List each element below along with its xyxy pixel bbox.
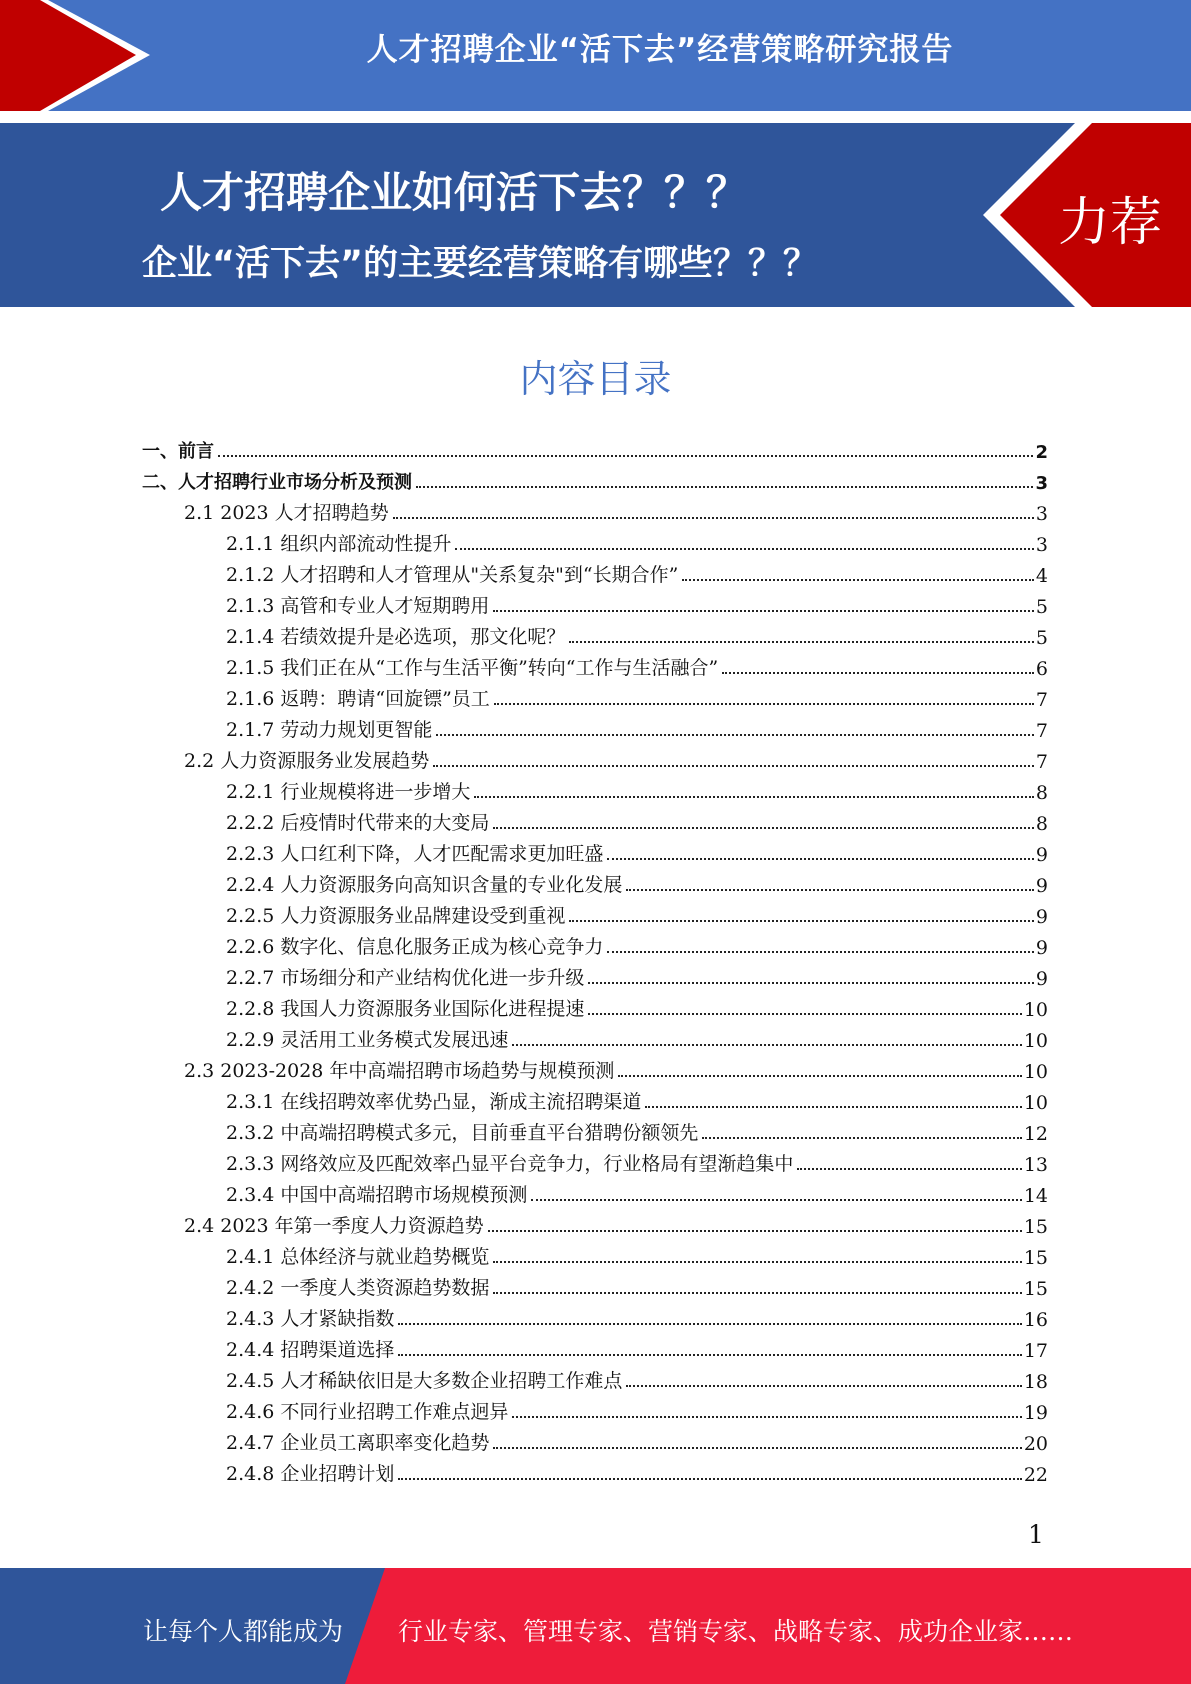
toc-leader-dots xyxy=(607,950,1034,953)
toc-entry[interactable] xyxy=(226,964,1048,990)
toc-entry-page: 10 xyxy=(1023,1030,1048,1052)
toc-entry-label: 2.1.5 我们正在从“工作与生活平衡”转向“工作与生活融合” xyxy=(226,657,719,679)
toc-entry-page: 12 xyxy=(1023,1123,1048,1145)
toc-entry-label: 2.4.5 人才稀缺依旧是大多数企业招聘工作难点 xyxy=(226,1370,623,1392)
toc-entry-label: 2.3.1 在线招聘效率优势凸显，渐成主流招聘渠道 xyxy=(226,1091,642,1113)
toc-entry-label: 2.4.1 总体经济与就业趋势概览 xyxy=(226,1246,490,1268)
toc-leader-dots xyxy=(645,1105,1021,1108)
toc-entry[interactable] xyxy=(226,1150,1048,1176)
toc-entry-page: 3 xyxy=(1035,503,1048,525)
toc-leader-dots xyxy=(493,1260,1021,1263)
toc-entry-page: 9 xyxy=(1035,844,1048,866)
toc-entry-page: 3 xyxy=(1035,473,1048,494)
toc-entry-page: 15 xyxy=(1023,1278,1048,1300)
toc-leader-dots xyxy=(797,1167,1021,1170)
toc-leader-dots xyxy=(494,702,1034,705)
toc-entry-page: 9 xyxy=(1035,875,1048,897)
toc-entry[interactable] xyxy=(226,933,1048,959)
toc-entry[interactable] xyxy=(226,716,1048,742)
top-red-arrow-decoration xyxy=(0,0,150,111)
toc-entry-label: 2.1.2 人才招聘和人才管理从"关系复杂"到“长期合作” xyxy=(226,564,679,586)
toc-leader-dots xyxy=(398,1353,1021,1356)
toc-leader-dots xyxy=(474,795,1034,798)
toc-leader-dots xyxy=(416,485,1033,488)
toc-leader-dots xyxy=(493,826,1034,829)
toc-entry-page: 3 xyxy=(1035,534,1048,556)
toc-entry-page: 10 xyxy=(1023,999,1048,1021)
toc-entry-page: 15 xyxy=(1023,1216,1048,1238)
toc-entry-label: 2.1.3 高管和专业人才短期聘用 xyxy=(226,595,490,617)
toc-entry[interactable] xyxy=(226,778,1048,804)
toc-entry-label: 2.2 人力资源服务业发展趋势 xyxy=(184,750,430,772)
toc-entry[interactable] xyxy=(184,499,1048,525)
toc-entry-label: 2.1 2023 人才招聘趋势 xyxy=(184,502,389,524)
toc-leader-dots xyxy=(433,764,1034,767)
toc-entry[interactable] xyxy=(184,747,1048,773)
toc-entry-page: 8 xyxy=(1035,782,1048,804)
toc-entry-label: 2.2.2 后疫情时代带来的大变局 xyxy=(226,812,490,834)
toc-entry-label: 2.1.7 劳动力规划更智能 xyxy=(226,719,433,741)
toc-entry-page: 4 xyxy=(1035,565,1048,587)
toc-entry-page: 9 xyxy=(1035,937,1048,959)
toc-entry-label: 2.4.4 招聘渠道选择 xyxy=(226,1339,395,1361)
toc-entry-page: 17 xyxy=(1023,1340,1048,1362)
toc-leader-dots xyxy=(618,1074,1021,1077)
toc-entry[interactable] xyxy=(184,1212,1048,1238)
toc-leader-dots xyxy=(722,671,1034,674)
toc-entry-label: 2.4.7 企业员工离职率变化趋势 xyxy=(226,1432,490,1454)
toc-entry-label: 2.2.3 人口红利下降，人才匹配需求更加旺盛 xyxy=(226,843,604,865)
toc-entry[interactable] xyxy=(142,437,1048,463)
toc-entry-label: 2.3 2023-2028 年中高端招聘市场趋势与规模预测 xyxy=(184,1060,615,1082)
toc-entry[interactable] xyxy=(226,1274,1048,1300)
toc-entry-label: 二、人才招聘行业市场分析及预测 xyxy=(142,472,412,493)
toc-entry-label: 2.2.7 市场细分和产业结构优化进一步升级 xyxy=(226,967,585,989)
toc-entry-label: 一、前言 xyxy=(142,441,214,462)
toc-entry-label: 2.4.3 人才紧缺指数 xyxy=(226,1308,395,1330)
toc-entry-page: 15 xyxy=(1023,1247,1048,1269)
page-number: 1 xyxy=(1028,1520,1044,1549)
toc-entry[interactable] xyxy=(226,685,1048,711)
toc-entry-page: 5 xyxy=(1035,627,1048,649)
toc-leader-dots xyxy=(512,1415,1021,1418)
toc-leader-dots xyxy=(588,1012,1021,1015)
toc-entry[interactable] xyxy=(226,1305,1048,1331)
hero-question-2: 企业“活下去”的主要经营策略有哪些？？？ xyxy=(142,244,819,284)
toc-leader-dots xyxy=(218,454,1033,457)
footer-slogan-right: 行业专家、管理专家、营销专家、战略专家、成功企业家…… xyxy=(398,1617,1074,1646)
toc-leader-dots xyxy=(455,547,1034,550)
report-title: 人才招聘企业“活下去”经营策略研究报告 xyxy=(366,32,954,68)
toc-entry[interactable] xyxy=(226,902,1048,928)
toc-entry[interactable] xyxy=(226,1429,1048,1455)
toc-leader-dots xyxy=(531,1198,1021,1201)
toc-entry[interactable] xyxy=(226,1088,1048,1114)
toc-entry-page: 20 xyxy=(1023,1433,1048,1455)
toc-entry[interactable] xyxy=(226,809,1048,835)
toc-entry-label: 2.1.1 组织内部流动性提升 xyxy=(226,533,452,555)
toc-entry-page: 7 xyxy=(1035,720,1048,742)
toc-entry-page: 16 xyxy=(1023,1309,1048,1331)
toc-entry-page: 6 xyxy=(1035,658,1048,680)
toc-entry-page: 10 xyxy=(1023,1061,1048,1083)
toc-entry-page: 8 xyxy=(1035,813,1048,835)
toc-entry-page: 14 xyxy=(1023,1185,1048,1207)
toc-leader-dots xyxy=(512,1043,1021,1046)
toc-entry-page: 19 xyxy=(1023,1402,1048,1424)
toc-entry[interactable] xyxy=(226,1398,1048,1424)
toc-entry[interactable] xyxy=(226,530,1048,556)
toc-entry[interactable] xyxy=(226,654,1048,680)
toc-leader-dots xyxy=(682,578,1034,581)
toc-entry[interactable] xyxy=(226,1119,1048,1145)
toc-entry-page: 9 xyxy=(1035,906,1048,928)
toc-leader-dots xyxy=(398,1477,1021,1480)
toc-leader-dots xyxy=(398,1322,1021,1325)
toc-entry[interactable] xyxy=(226,995,1048,1021)
toc-entry-page: 7 xyxy=(1035,689,1048,711)
toc-entry-page: 13 xyxy=(1023,1154,1048,1176)
toc-entry-label: 2.2.4 人力资源服务向高知识含量的专业化发展 xyxy=(226,874,623,896)
toc-leader-dots xyxy=(607,857,1034,860)
toc-entry[interactable] xyxy=(226,561,1048,587)
toc-entry[interactable] xyxy=(226,1243,1048,1269)
toc-leader-dots xyxy=(493,609,1034,612)
toc-entry-label: 2.2.1 行业规模将进一步增大 xyxy=(226,781,471,803)
toc-entry[interactable] xyxy=(226,1367,1048,1393)
toc-entry-label: 2.3.4 中国中高端招聘市场规模预测 xyxy=(226,1184,528,1206)
toc-leader-dots xyxy=(626,888,1034,891)
toc-entry-label: 2.4.6 不同行业招聘工作难点迥异 xyxy=(226,1401,509,1423)
toc-leader-dots xyxy=(569,640,1034,643)
toc-entry[interactable] xyxy=(226,623,1048,649)
toc-entry[interactable] xyxy=(226,871,1048,897)
toc-leader-dots xyxy=(493,1291,1021,1294)
toc-entry-label: 2.3.2 中高端招聘模式多元，目前垂直平台猎聘份额领先 xyxy=(226,1122,699,1144)
toc-entry-page: 18 xyxy=(1023,1371,1048,1393)
toc-leader-dots xyxy=(493,1446,1021,1449)
toc-entry[interactable] xyxy=(226,1026,1048,1052)
toc-title: 内容目录 xyxy=(519,357,672,401)
toc-entry-page: 2 xyxy=(1035,442,1048,463)
toc-entry-label: 2.2.5 人力资源服务业品牌建设受到重视 xyxy=(226,905,566,927)
toc-entry-label: 2.4.8 企业招聘计划 xyxy=(226,1463,395,1485)
toc-entry-page: 22 xyxy=(1023,1464,1048,1486)
toc-entry-page: 9 xyxy=(1035,968,1048,990)
toc-entry-label: 2.2.9 灵活用工业务模式发展迅速 xyxy=(226,1029,509,1051)
toc-entry[interactable] xyxy=(226,1181,1048,1207)
toc-entry-label: 2.3.3 网络效应及匹配效率凸显平台竞争力，行业格局有望渐趋集中 xyxy=(226,1153,794,1175)
toc-entry-label: 2.2.6 数字化、信息化服务正成为核心竞争力 xyxy=(226,936,604,958)
hero-question-1: 人才招聘企业如何活下去？？？ xyxy=(160,168,749,217)
toc-entry-label: 2.2.8 我国人力资源服务业国际化进程提速 xyxy=(226,998,585,1020)
toc-entry-label: 2.1.4 若绩效提升是必选项，那文化呢？ xyxy=(226,626,566,648)
toc-leader-dots xyxy=(488,1229,1022,1232)
toc-leader-dots xyxy=(569,919,1034,922)
toc-entry[interactable] xyxy=(142,468,1048,494)
toc-leader-dots xyxy=(626,1384,1021,1387)
toc-entry[interactable] xyxy=(226,1336,1048,1362)
toc-entry[interactable] xyxy=(226,840,1048,866)
toc-leader-dots xyxy=(436,733,1034,736)
recommend-badge: 力荐 xyxy=(1058,193,1163,253)
toc-entry[interactable] xyxy=(184,1057,1048,1083)
toc-entry-label: 2.4.2 一季度人类资源趋势数据 xyxy=(226,1277,490,1299)
toc-entry-page: 5 xyxy=(1035,596,1048,618)
toc-entry[interactable] xyxy=(226,1460,1048,1486)
toc-leader-dots xyxy=(393,516,1034,519)
toc-entry[interactable] xyxy=(226,592,1048,618)
toc-leader-dots xyxy=(702,1136,1021,1139)
toc-entry-page: 10 xyxy=(1023,1092,1048,1114)
toc-entry-label: 2.4 2023 年第一季度人力资源趋势 xyxy=(184,1215,484,1237)
toc-entry-page: 7 xyxy=(1035,751,1048,773)
toc-leader-dots xyxy=(588,981,1034,984)
toc-entry-label: 2.1.6 返聘：聘请“回旋镖”员工 xyxy=(226,688,490,710)
footer-slogan-left: 让每个人都能成为 xyxy=(143,1617,344,1646)
